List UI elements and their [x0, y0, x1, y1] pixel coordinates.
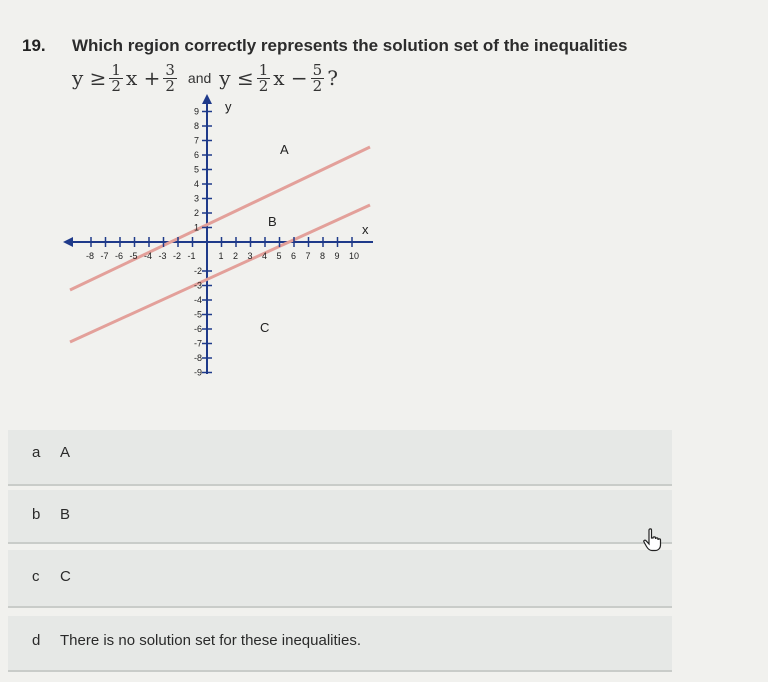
x-tick-label: 10 [349, 251, 360, 261]
y-tick-label: 1 [194, 222, 200, 233]
y-tick-label: -7 [194, 338, 203, 349]
fraction-numerator: 5 [312, 60, 323, 79]
x-tick-label: 5 [276, 251, 282, 261]
region-label-c: C [260, 320, 270, 335]
coordinate-graph [55, 92, 385, 382]
fraction-denominator: 2 [312, 76, 323, 95]
y-axis-label: y [225, 99, 232, 114]
region-label-b: B [268, 214, 277, 229]
y-tick-label: 4 [194, 179, 200, 189]
x-axis-label: x [362, 222, 369, 237]
x-tick-label: 6 [291, 251, 297, 261]
y-tick-label: 5 [194, 164, 200, 175]
x-tick-label: 3 [247, 251, 253, 261]
y-tick-label: -2 [194, 266, 203, 276]
question-text: Which region correctly represents the solution set of the inequalities [72, 36, 628, 55]
y-tick-label: -9 [194, 367, 203, 378]
option-letter: b [32, 506, 41, 523]
option-label: There is no solution set for these inequalities. [60, 632, 362, 649]
fraction-denominator: 2 [165, 76, 175, 95]
inequality-2-fraction-1 [257, 60, 271, 95]
x-tick-label: -2 [173, 251, 182, 261]
option-label: A [60, 444, 71, 461]
inequality-1-mid: x + [125, 66, 161, 90]
x-tick-label: 4 [262, 251, 268, 261]
region-label-a: A [280, 142, 289, 157]
x-tick-label: 9 [334, 251, 340, 261]
x-axis-arrow [63, 237, 73, 247]
question-number: 19. [22, 36, 46, 55]
inequality-2-lhs: y ≤ [219, 66, 254, 90]
y-tick-label: -5 [194, 309, 203, 320]
y-tick-label: 7 [194, 135, 200, 146]
x-tick-label: 2 [233, 251, 239, 261]
fraction-denominator: 2 [111, 76, 121, 95]
inequality-1-fraction-2 [163, 60, 177, 95]
fraction-numerator: 3 [165, 60, 175, 79]
option-letter: a [32, 444, 41, 461]
y-tick-label: -4 [194, 295, 203, 305]
option-letter: c [32, 568, 40, 585]
option-letter: d [32, 632, 41, 649]
hand-pointer-icon [642, 528, 664, 552]
y-tick-label: 8 [194, 121, 200, 131]
y-tick-label: -3 [194, 280, 203, 291]
option-b[interactable] [8, 490, 672, 544]
x-tick-label: -7 [100, 251, 109, 261]
and-word: and [187, 70, 212, 86]
option-label: C [60, 568, 71, 585]
y-tick-label: -8 [194, 353, 203, 363]
y-tick-label: 3 [194, 193, 200, 204]
x-tick-label: 7 [305, 251, 311, 261]
lower-boundary-line [70, 205, 370, 342]
y-tick-label: 6 [194, 150, 200, 160]
inequality-2-fraction-2 [311, 60, 325, 95]
y-tick-label: 9 [194, 106, 200, 117]
y-axis-arrow [202, 94, 212, 104]
fraction-denominator: 2 [258, 76, 269, 95]
option-a[interactable] [8, 430, 672, 486]
x-tick-label: -5 [129, 251, 138, 261]
fraction-numerator: 1 [111, 60, 121, 79]
x-tick-label: -4 [144, 251, 153, 261]
x-tick-label: -6 [115, 251, 124, 261]
x-tick-label: 8 [320, 251, 326, 261]
option-d[interactable] [8, 616, 672, 672]
x-tick-label: 1 [218, 251, 224, 261]
inequality-1-lhs: y ≥ [72, 66, 107, 90]
inequality-2-end: ? [327, 66, 338, 90]
y-tick-label: -6 [194, 324, 203, 334]
x-tick-label: -1 [187, 251, 196, 261]
y-tick-label: 2 [194, 208, 200, 218]
fraction-numerator: 1 [258, 60, 269, 79]
inequality-2-mid: x − [273, 66, 308, 90]
x-tick-label: -8 [86, 251, 95, 261]
upper-boundary-line [70, 147, 370, 290]
option-c[interactable] [8, 550, 672, 608]
option-label: B [60, 506, 71, 523]
inequality-1-fraction-1 [109, 60, 123, 95]
x-tick-label: -3 [158, 251, 167, 261]
